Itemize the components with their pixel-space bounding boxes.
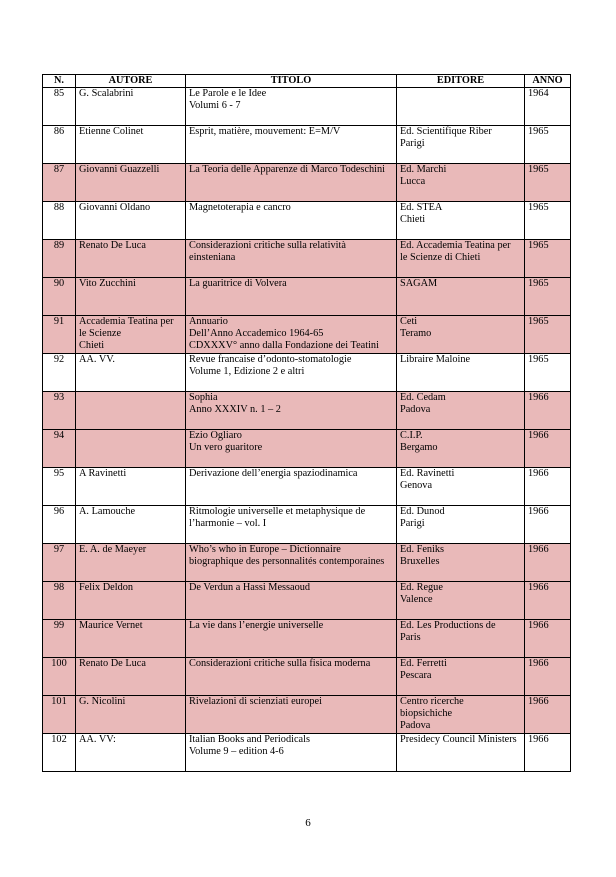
editore-line: Ed. Cedam (400, 392, 446, 403)
titolo-line: La vie dans l’energie universelle (189, 620, 324, 631)
cell-autore (76, 88, 186, 126)
row-number: 89 (53, 240, 65, 251)
cell-editore (397, 734, 525, 772)
editore-line: Pescara (400, 670, 432, 681)
titolo-line: La guaritrice di Volvera (189, 278, 287, 289)
cell-editore (397, 240, 525, 278)
row-number: 99 (53, 620, 65, 631)
table-row (43, 316, 571, 354)
cell-editore (397, 392, 525, 430)
cell-anno (525, 164, 571, 202)
cell-num (43, 734, 76, 772)
cell-anno (525, 658, 571, 696)
autore-line: Chieti (79, 340, 105, 351)
cell-titolo (186, 620, 397, 658)
titolo-line: Ritmologie universelle et metaphysique de (189, 506, 366, 517)
cell-titolo (186, 202, 397, 240)
cell-anno (525, 354, 571, 392)
cell-editore (397, 468, 525, 506)
cell-titolo (186, 354, 397, 392)
titolo-line: Volumi 6 - 7 (189, 100, 241, 111)
cell-autore (76, 544, 186, 582)
year: 1966 (528, 392, 549, 403)
cell-num (43, 468, 76, 506)
row-number: 102 (51, 734, 67, 745)
editore-line: Teramo (400, 328, 432, 339)
year: 1966 (528, 734, 549, 745)
editore-line: Ed. Les Productions de (400, 620, 496, 631)
year: 1966 (528, 468, 549, 479)
cell-num (43, 582, 76, 620)
cell-num (43, 354, 76, 392)
year: 1965 (528, 126, 549, 137)
year: 1966 (528, 696, 549, 707)
year: 1966 (528, 430, 549, 441)
year: 1965 (528, 240, 549, 251)
cell-anno (525, 468, 571, 506)
table-row (43, 506, 571, 544)
year: 1965 (528, 278, 549, 289)
year: 1966 (528, 658, 549, 669)
header-num: N. (43, 75, 76, 88)
editore-line: Ed. Ravinetti (400, 468, 455, 479)
year: 1965 (528, 316, 549, 327)
cell-editore (397, 164, 525, 202)
row-number: 91 (53, 316, 65, 327)
titolo-line: Italian Books and Periodicals (189, 734, 310, 745)
cell-autore (76, 620, 186, 658)
cell-num (43, 506, 76, 544)
autore-line: G. Scalabrini (79, 88, 134, 99)
cell-anno (525, 392, 571, 430)
titolo-line: Considerazioni critiche sulla relatività (189, 240, 346, 251)
titolo-line: Rivelazioni di scienziati europei (189, 696, 322, 707)
row-number: 93 (53, 392, 65, 403)
editore-line: Ed. Dunod (400, 506, 445, 517)
titolo-line: Considerazioni critiche sulla fisica moderna (189, 658, 371, 669)
header-titolo: TITOLO (186, 75, 397, 88)
autore-line: Renato De Luca (79, 658, 146, 669)
autore-line: Etienne Colinet (79, 126, 144, 137)
cell-titolo (186, 544, 397, 582)
titolo-line: Le Parole e le Idee (189, 88, 267, 99)
cell-titolo (186, 316, 397, 354)
cell-editore (397, 202, 525, 240)
cell-autore (76, 468, 186, 506)
row-number: 98 (53, 582, 65, 593)
row-number: 94 (53, 430, 65, 441)
cell-autore (76, 582, 186, 620)
table-row (43, 278, 571, 316)
editore-line: C.I.P. (400, 430, 423, 441)
editore-line: Libraire Maloine (400, 354, 471, 365)
catalog-table (42, 74, 571, 772)
titolo-line: Volume 9 – edition 4-6 (189, 746, 284, 757)
titolo-line: Anno XXXIV n. 1 – 2 (189, 404, 281, 415)
cell-editore (397, 658, 525, 696)
cell-editore (397, 582, 525, 620)
cell-num (43, 658, 76, 696)
year: 1965 (528, 164, 549, 175)
titolo-line: einsteniana (189, 252, 236, 263)
header-row (43, 75, 571, 88)
autore-line: Maurice Vernet (79, 620, 143, 631)
cell-autore (76, 392, 186, 430)
table-row (43, 88, 571, 126)
cell-titolo (186, 126, 397, 164)
editore-line: Bergamo (400, 442, 438, 453)
titolo-line: Dell’Anno Accademico 1964-65 (189, 328, 324, 339)
titolo-line: Annuario (189, 316, 228, 327)
autore-line: E. A. de Maeyer (79, 544, 147, 555)
row-number: 95 (53, 468, 65, 479)
autore-line: Giovanni Oldano (79, 202, 151, 213)
cell-anno (525, 696, 571, 734)
table-row (43, 240, 571, 278)
cell-anno (525, 126, 571, 164)
table-row (43, 696, 571, 734)
titolo-line: l’harmonie – vol. I (189, 518, 267, 529)
year: 1966 (528, 582, 549, 593)
year: 1966 (528, 620, 549, 631)
editore-line: Presidecy Council Ministers (400, 734, 517, 745)
cell-titolo (186, 88, 397, 126)
header-autore: AUTORE (76, 75, 186, 88)
cell-anno (525, 620, 571, 658)
page-number: 6 (305, 817, 311, 829)
editore-line: Paris (400, 632, 421, 643)
editore-line: le Scienze di Chieti (400, 252, 481, 263)
cell-num (43, 202, 76, 240)
cell-autore (76, 316, 186, 354)
cell-autore (76, 506, 186, 544)
titolo-line: Who’s who in Europe – Dictionnaire (189, 544, 341, 555)
editore-line: Parigi (400, 138, 425, 149)
cell-autore (76, 696, 186, 734)
cell-num (43, 392, 76, 430)
cell-anno (525, 582, 571, 620)
cell-num (43, 316, 76, 354)
editore-line: Ed. Ferretti (400, 658, 447, 669)
row-number: 97 (53, 544, 65, 555)
row-number: 88 (53, 202, 65, 213)
cell-editore (397, 506, 525, 544)
cell-titolo (186, 278, 397, 316)
titolo-line: Volume 1, Edizione 2 e altri (189, 366, 305, 377)
cell-anno (525, 278, 571, 316)
cell-autore (76, 164, 186, 202)
editore-line: Chieti (400, 214, 426, 225)
editore-line: Ed. Accademia Teatina per (400, 240, 511, 251)
autore-line: Vito Zucchini (79, 278, 136, 289)
header-anno: ANNO (525, 75, 571, 88)
editore-line: Ed. STEA (400, 202, 443, 213)
year: 1965 (528, 354, 549, 365)
cell-editore (397, 544, 525, 582)
cell-titolo (186, 164, 397, 202)
cell-titolo (186, 430, 397, 468)
cell-titolo (186, 506, 397, 544)
cell-titolo (186, 658, 397, 696)
table-row (43, 126, 571, 164)
year: 1965 (528, 202, 549, 213)
row-number: 85 (53, 88, 65, 99)
table-row (43, 468, 571, 506)
cell-num (43, 696, 76, 734)
cell-editore (397, 278, 525, 316)
row-number: 96 (53, 506, 65, 517)
row-number: 87 (53, 164, 65, 175)
cell-num (43, 88, 76, 126)
row-number: 86 (53, 126, 65, 137)
editore-line: biopsichiche (400, 708, 453, 719)
editore-line: Lucca (400, 176, 426, 187)
titolo-line: CDXXXV° anno dalla Fondazione dei Teatini (189, 340, 379, 351)
cell-autore (76, 278, 186, 316)
row-number: 101 (51, 696, 67, 707)
table-row (43, 582, 571, 620)
catalog-body (43, 88, 571, 772)
editore-line: Parigi (400, 518, 425, 529)
cell-autore (76, 126, 186, 164)
cell-anno (525, 430, 571, 468)
cell-editore (397, 696, 525, 734)
editore-line: Genova (400, 480, 433, 491)
cell-num (43, 544, 76, 582)
cell-autore (76, 354, 186, 392)
cell-anno (525, 240, 571, 278)
cell-autore (76, 430, 186, 468)
header-editore: EDITORE (397, 75, 525, 88)
cell-autore (76, 202, 186, 240)
titolo-line: Magnetoterapia e cancro (189, 202, 291, 213)
cell-editore (397, 430, 525, 468)
cell-titolo (186, 734, 397, 772)
autore-line: Renato De Luca (79, 240, 146, 251)
editore-line: Valence (400, 594, 433, 605)
autore-line: G. Nicolini (79, 696, 126, 707)
editore-line: Ed. Regue (400, 582, 443, 593)
autore-line: Felix Deldon (79, 582, 134, 593)
titolo-line: Sophia (189, 392, 218, 403)
editore-line: Bruxelles (400, 556, 440, 567)
titolo-line: Ezio Ogliaro (189, 430, 242, 441)
table-row (43, 392, 571, 430)
row-number: 100 (51, 658, 67, 669)
cell-anno (525, 316, 571, 354)
editore-line: Ed. Feniks (400, 544, 445, 555)
titolo-line: biographique des personnalités contemporaines (189, 556, 385, 567)
cell-anno (525, 202, 571, 240)
cell-titolo (186, 392, 397, 430)
cell-titolo (186, 240, 397, 278)
titolo-line: Revue francaise d’odonto-stomatologie (189, 354, 352, 365)
table-row (43, 734, 571, 772)
cell-editore (397, 354, 525, 392)
autore-line: AA. VV. (79, 354, 115, 365)
cell-titolo (186, 468, 397, 506)
cell-editore (397, 88, 525, 126)
cell-anno (525, 88, 571, 126)
table-row (43, 620, 571, 658)
cell-num (43, 126, 76, 164)
titolo-line: Derivazione dell’energia spaziodinamica (189, 468, 358, 479)
editore-line: Ed. Marchi (400, 164, 447, 175)
autore-line: le Scienze (79, 328, 122, 339)
cell-autore (76, 658, 186, 696)
autore-line: A. Lamouche (79, 506, 136, 517)
autore-line: A Ravinetti (79, 468, 127, 479)
cell-num (43, 620, 76, 658)
year: 1966 (528, 544, 549, 555)
cell-titolo (186, 582, 397, 620)
cell-anno (525, 506, 571, 544)
cell-editore (397, 316, 525, 354)
autore-line: AA. VV: (79, 734, 116, 745)
titolo-line: De Verdun a Hassi Messaoud (189, 582, 311, 593)
editore-line: Ceti (400, 316, 418, 327)
year: 1966 (528, 506, 549, 517)
cell-num (43, 164, 76, 202)
editore-line: Ed. Scientifique Riber (400, 126, 492, 137)
cell-anno (525, 734, 571, 772)
cell-autore (76, 240, 186, 278)
autore-line: Accademia Teatina per (79, 316, 174, 327)
table-row (43, 164, 571, 202)
titolo-line: Esprit, matière, mouvement: E=M/V (189, 126, 341, 137)
cell-autore (76, 734, 186, 772)
table-row (43, 544, 571, 582)
row-number: 92 (53, 354, 65, 365)
table-row (43, 430, 571, 468)
cell-anno (525, 544, 571, 582)
titolo-line: Un vero guaritore (189, 442, 263, 453)
table-row (43, 354, 571, 392)
year: 1964 (528, 88, 549, 99)
table-row (43, 202, 571, 240)
cell-num (43, 278, 76, 316)
editore-line: Padova (400, 404, 431, 415)
titolo-line: La Teoria delle Apparenze di Marco Todeschini (189, 164, 386, 175)
cell-num (43, 430, 76, 468)
editore-line: Centro ricerche (400, 696, 464, 707)
editore-line: Padova (400, 720, 431, 731)
autore-line: Giovanni Guazzelli (79, 164, 160, 175)
row-number: 90 (53, 278, 65, 289)
cell-titolo (186, 696, 397, 734)
table-row (43, 658, 571, 696)
cell-num (43, 240, 76, 278)
cell-editore (397, 620, 525, 658)
cell-editore (397, 126, 525, 164)
editore-line: SAGAM (400, 278, 438, 289)
